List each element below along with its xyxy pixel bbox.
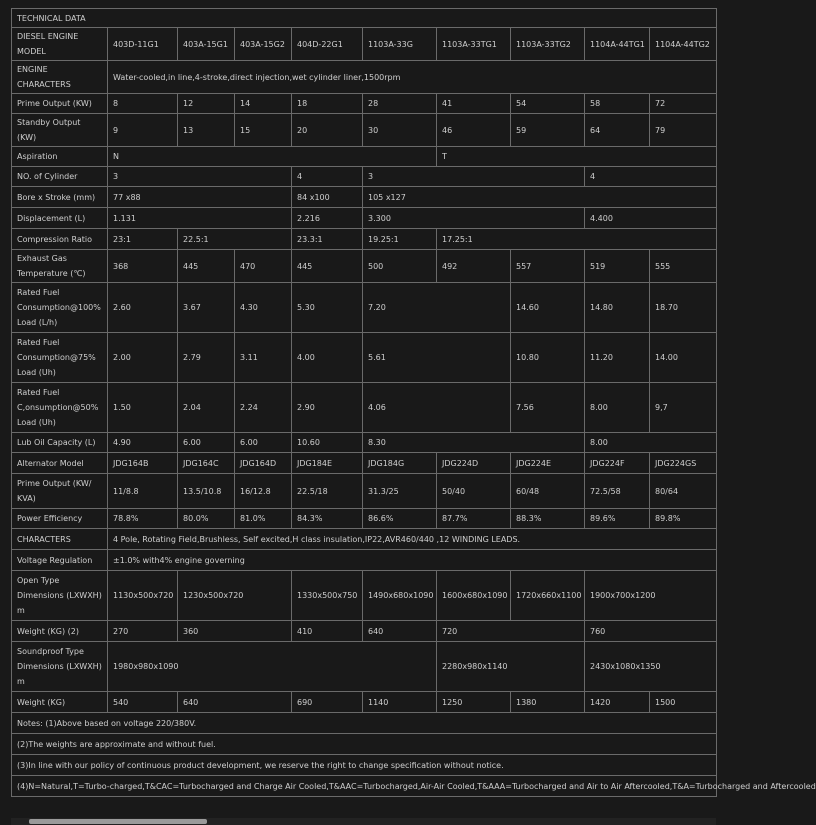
alternator-prime-row — [12, 474, 717, 509]
value-cell: 13.5/10.8 — [178, 474, 235, 509]
value-cell: 1230x500x720 — [178, 571, 292, 621]
value-cell: JDG224D — [437, 453, 511, 474]
value-cell: 557 — [511, 250, 585, 283]
row-label: DIESEL ENGINE MODEL — [12, 28, 108, 61]
value-cell: 4.400 — [585, 208, 717, 229]
value-cell: 28 — [363, 94, 437, 114]
value-cell: JDG164C — [178, 453, 235, 474]
value-cell: 14.00 — [650, 333, 717, 383]
row-label: NO. of Cylinder — [12, 167, 108, 187]
value-cell: 368 — [108, 250, 178, 283]
model-cell: 1103A-33G — [363, 28, 437, 61]
value-cell: 15 — [235, 114, 292, 147]
model-cell: 403A-15G2 — [235, 28, 292, 61]
value-cell: 1.50 — [108, 383, 178, 433]
model-cell: 1104A-44TG1 — [585, 28, 650, 61]
spec-table-container — [11, 8, 816, 797]
value-cell: 59 — [511, 114, 585, 147]
value-cell: 640 — [363, 621, 437, 642]
value-cell: 1980x980x1090 — [108, 642, 437, 692]
value-cell: 23:1 — [108, 229, 178, 250]
open-weight-row — [12, 621, 717, 642]
value-cell: ±1.0% with4% engine governing — [108, 550, 717, 571]
value-cell: 1490x680x1090 — [363, 571, 437, 621]
engine-characters-row — [12, 61, 717, 94]
voltage-regulation-row — [12, 550, 717, 571]
value-cell: 7.56 — [511, 383, 585, 433]
model-cell: 403D-11G1 — [108, 28, 178, 61]
engine-characters-value: Water-cooled,in line,4-stroke,direct injection,wet cylinder liner,1500rpm — [108, 61, 717, 94]
value-cell: 1380 — [511, 692, 585, 713]
value-cell: 22.5:1 — [178, 229, 292, 250]
value-cell: JDG164D — [235, 453, 292, 474]
fuel-100-row — [12, 283, 717, 333]
lub-oil-row — [12, 433, 717, 453]
value-cell: 14.80 — [585, 283, 650, 333]
value-cell: 16/12.8 — [235, 474, 292, 509]
value-cell: 89.8% — [650, 509, 717, 529]
value-cell: 14 — [235, 94, 292, 114]
value-cell: 360 — [178, 621, 292, 642]
value-cell: 555 — [650, 250, 717, 283]
row-label: Lub Oil Capacity (L) — [12, 433, 108, 453]
displacement-row — [12, 208, 717, 229]
row-label: Aspiration — [12, 147, 108, 167]
value-cell: 60/48 — [511, 474, 585, 509]
value-cell: 1500 — [650, 692, 717, 713]
value-cell: 14.60 — [511, 283, 585, 333]
value-cell: 78.8% — [108, 509, 178, 529]
row-label: Alternator Model — [12, 453, 108, 474]
value-cell: 3.67 — [178, 283, 235, 333]
cylinder-row — [12, 167, 717, 187]
value-cell: 8.00 — [585, 433, 717, 453]
value-cell: 4 — [585, 167, 717, 187]
value-cell: 445 — [292, 250, 363, 283]
model-cell: 1104A-44TG2 — [650, 28, 717, 61]
value-cell: 6.00 — [235, 433, 292, 453]
value-cell: 41 — [437, 94, 511, 114]
value-cell: JDG224E — [511, 453, 585, 474]
value-cell: 1900x700x1200 — [585, 571, 717, 621]
value-cell: 2.60 — [108, 283, 178, 333]
value-cell: 81.0% — [235, 509, 292, 529]
row-label: Weight (KG) (2) — [12, 621, 108, 642]
value-cell: JDG184G — [363, 453, 437, 474]
value-cell: 18 — [292, 94, 363, 114]
horizontal-scrollbar[interactable] — [11, 818, 716, 825]
value-cell: 20 — [292, 114, 363, 147]
value-cell: 3 — [108, 167, 292, 187]
soundproof-weight-row — [12, 692, 717, 713]
value-cell: JDG184E — [292, 453, 363, 474]
value-cell: 1600x680x1090 — [437, 571, 511, 621]
value-cell: 54 — [511, 94, 585, 114]
value-cell: 10.80 — [511, 333, 585, 383]
value-cell: 72 — [650, 94, 717, 114]
value-cell: 4.90 — [108, 433, 178, 453]
value-cell: 492 — [437, 250, 511, 283]
technical-data-table — [11, 8, 816, 797]
standby-output-row — [12, 114, 717, 147]
value-cell: 58 — [585, 94, 650, 114]
value-cell: JDG224F — [585, 453, 650, 474]
value-cell: 11.20 — [585, 333, 650, 383]
soundproof-dimensions-row — [12, 642, 717, 692]
note-text: Notes: (1)Above based on voltage 220/380V. — [12, 713, 717, 734]
value-cell: 18.70 — [650, 283, 717, 333]
table-title: TECHNICAL DATA — [12, 9, 717, 28]
value-cell: 7.20 — [363, 283, 511, 333]
exhaust-row — [12, 250, 717, 283]
model-cell: 1103A-33TG1 — [437, 28, 511, 61]
value-cell: 80/64 — [650, 474, 717, 509]
row-label: Power Efficiency — [12, 509, 108, 529]
value-cell: 540 — [108, 692, 178, 713]
value-cell: JDG164B — [108, 453, 178, 474]
value-cell: 2.216 — [292, 208, 363, 229]
alternator-model-row — [12, 453, 717, 474]
note-row — [12, 755, 717, 776]
value-cell: 13 — [178, 114, 235, 147]
value-cell: 519 — [585, 250, 650, 283]
value-cell: 22.5/18 — [292, 474, 363, 509]
value-cell: 11/8.8 — [108, 474, 178, 509]
value-cell: 1720x660x1100 — [511, 571, 585, 621]
value-cell: 500 — [363, 250, 437, 283]
compression-row — [12, 229, 717, 250]
scrollbar-thumb[interactable] — [29, 819, 207, 824]
value-cell: 8.30 — [363, 433, 585, 453]
value-cell: 12 — [178, 94, 235, 114]
value-cell: 1250 — [437, 692, 511, 713]
row-label: Prime Output (KW) — [12, 94, 108, 114]
title-row — [12, 9, 717, 28]
value-cell: 445 — [178, 250, 235, 283]
value-cell: 9 — [108, 114, 178, 147]
value-cell: 72.5/58 — [585, 474, 650, 509]
value-cell: 720 — [437, 621, 585, 642]
value-cell: JDG224GS — [650, 453, 717, 474]
value-cell: 2.24 — [235, 383, 292, 433]
note-row — [12, 734, 717, 755]
value-cell: 2430x1080x1350 — [585, 642, 717, 692]
row-label: Compression Ratio — [12, 229, 108, 250]
model-cell: 403A-15G1 — [178, 28, 235, 61]
value-cell: 4 Pole, Rotating Field,Brushless, Self excited,H class insulation,IP22,AVR460/440 ,12 WINDING LEADS. — [108, 529, 717, 550]
value-cell: 3.11 — [235, 333, 292, 383]
row-label: Bore x Stroke (mm) — [12, 187, 108, 208]
value-cell: 88.3% — [511, 509, 585, 529]
value-cell: 4.30 — [235, 283, 292, 333]
value-cell: 1130x500x720 — [108, 571, 178, 621]
value-cell: 5.61 — [363, 333, 511, 383]
row-label: Exhaust Gas Temperature (℃) — [12, 250, 108, 283]
value-cell: 4.00 — [292, 333, 363, 383]
value-cell: 86.6% — [363, 509, 437, 529]
value-cell: 2.90 — [292, 383, 363, 433]
efficiency-row — [12, 509, 717, 529]
value-cell: 89.6% — [585, 509, 650, 529]
row-label: Displacement (L) — [12, 208, 108, 229]
value-cell: 10.60 — [292, 433, 363, 453]
value-cell: 5.30 — [292, 283, 363, 333]
value-cell: 270 — [108, 621, 178, 642]
fuel-50-row — [12, 383, 717, 433]
value-cell: 50/40 — [437, 474, 511, 509]
value-cell: 87.7% — [437, 509, 511, 529]
value-cell: 8.00 — [585, 383, 650, 433]
row-label: Voltage Regulation — [12, 550, 108, 571]
value-cell: 6.00 — [178, 433, 235, 453]
note-text: (4)N=Natural,T=Turbo-charged,T&CAC=Turbocharged and Charge Air Cooled,T&AAC=Turbocharged,Air-Air Cooled,T&AAA=Turbocharged and Air to Air Aftercooled,T&A=Turbocharged and Aftercooled — [12, 776, 717, 797]
value-cell: 30 — [363, 114, 437, 147]
row-label: Weight (KG) — [12, 692, 108, 713]
row-label: Soundproof Type Dimensions (LXWXH) m — [12, 642, 108, 692]
value-cell: 17.25:1 — [437, 229, 717, 250]
value-cell: 2.79 — [178, 333, 235, 383]
alternator-characters-row — [12, 529, 717, 550]
value-cell: 9,7 — [650, 383, 717, 433]
fuel-75-row — [12, 333, 717, 383]
bore-stroke-row — [12, 187, 717, 208]
value-cell: 410 — [292, 621, 363, 642]
value-cell: 1.131 — [108, 208, 292, 229]
value-cell: N — [108, 147, 437, 167]
row-label: Standby Output (KW) — [12, 114, 108, 147]
row-label: ENGINE CHARACTERS — [12, 61, 108, 94]
value-cell: 1420 — [585, 692, 650, 713]
row-label: Prime Output (KW/ KVA) — [12, 474, 108, 509]
note-row — [12, 776, 717, 797]
note-text: (3)In line with our policy of continuous product development, we reserve the right to change specification without notice. — [12, 755, 717, 776]
value-cell: 4 — [292, 167, 363, 187]
value-cell: 690 — [292, 692, 363, 713]
value-cell: 23.3:1 — [292, 229, 363, 250]
prime-output-row — [12, 94, 717, 114]
value-cell: 19.25:1 — [363, 229, 437, 250]
value-cell: 84.3% — [292, 509, 363, 529]
value-cell: 760 — [585, 621, 717, 642]
model-cell: 1103A-33TG2 — [511, 28, 585, 61]
value-cell: 640 — [178, 692, 292, 713]
value-cell: 8 — [108, 94, 178, 114]
value-cell: 105 x127 — [363, 187, 717, 208]
row-label: CHARACTERS — [12, 529, 108, 550]
value-cell: 46 — [437, 114, 511, 147]
model-row — [12, 28, 717, 61]
value-cell: 1330x500x750 — [292, 571, 363, 621]
row-label: Rated Fuel Consumption@100% Load (L/h) — [12, 283, 108, 333]
value-cell: 1140 — [363, 692, 437, 713]
value-cell: 2.04 — [178, 383, 235, 433]
row-label: Rated Fuel Consumption@75% Load (Uh) — [12, 333, 108, 383]
open-dimensions-row — [12, 571, 717, 621]
value-cell: 84 x100 — [292, 187, 363, 208]
value-cell: 80.0% — [178, 509, 235, 529]
value-cell: 3 — [363, 167, 585, 187]
value-cell: 3.300 — [363, 208, 585, 229]
value-cell: 77 x88 — [108, 187, 292, 208]
model-cell: 404D-22G1 — [292, 28, 363, 61]
value-cell: T — [437, 147, 717, 167]
aspiration-row — [12, 147, 717, 167]
value-cell: 2.00 — [108, 333, 178, 383]
value-cell: 31.3/25 — [363, 474, 437, 509]
row-label: Rated Fuel C,onsumption@50% Load (Uh) — [12, 383, 108, 433]
note-text: (2)The weights are approximate and without fuel. — [12, 734, 717, 755]
value-cell: 470 — [235, 250, 292, 283]
note-row — [12, 713, 717, 734]
row-label: Open Type Dimensions (LXWXH) m — [12, 571, 108, 621]
value-cell: 79 — [650, 114, 717, 147]
value-cell: 4.06 — [363, 383, 511, 433]
value-cell: 2280x980x1140 — [437, 642, 585, 692]
value-cell: 64 — [585, 114, 650, 147]
